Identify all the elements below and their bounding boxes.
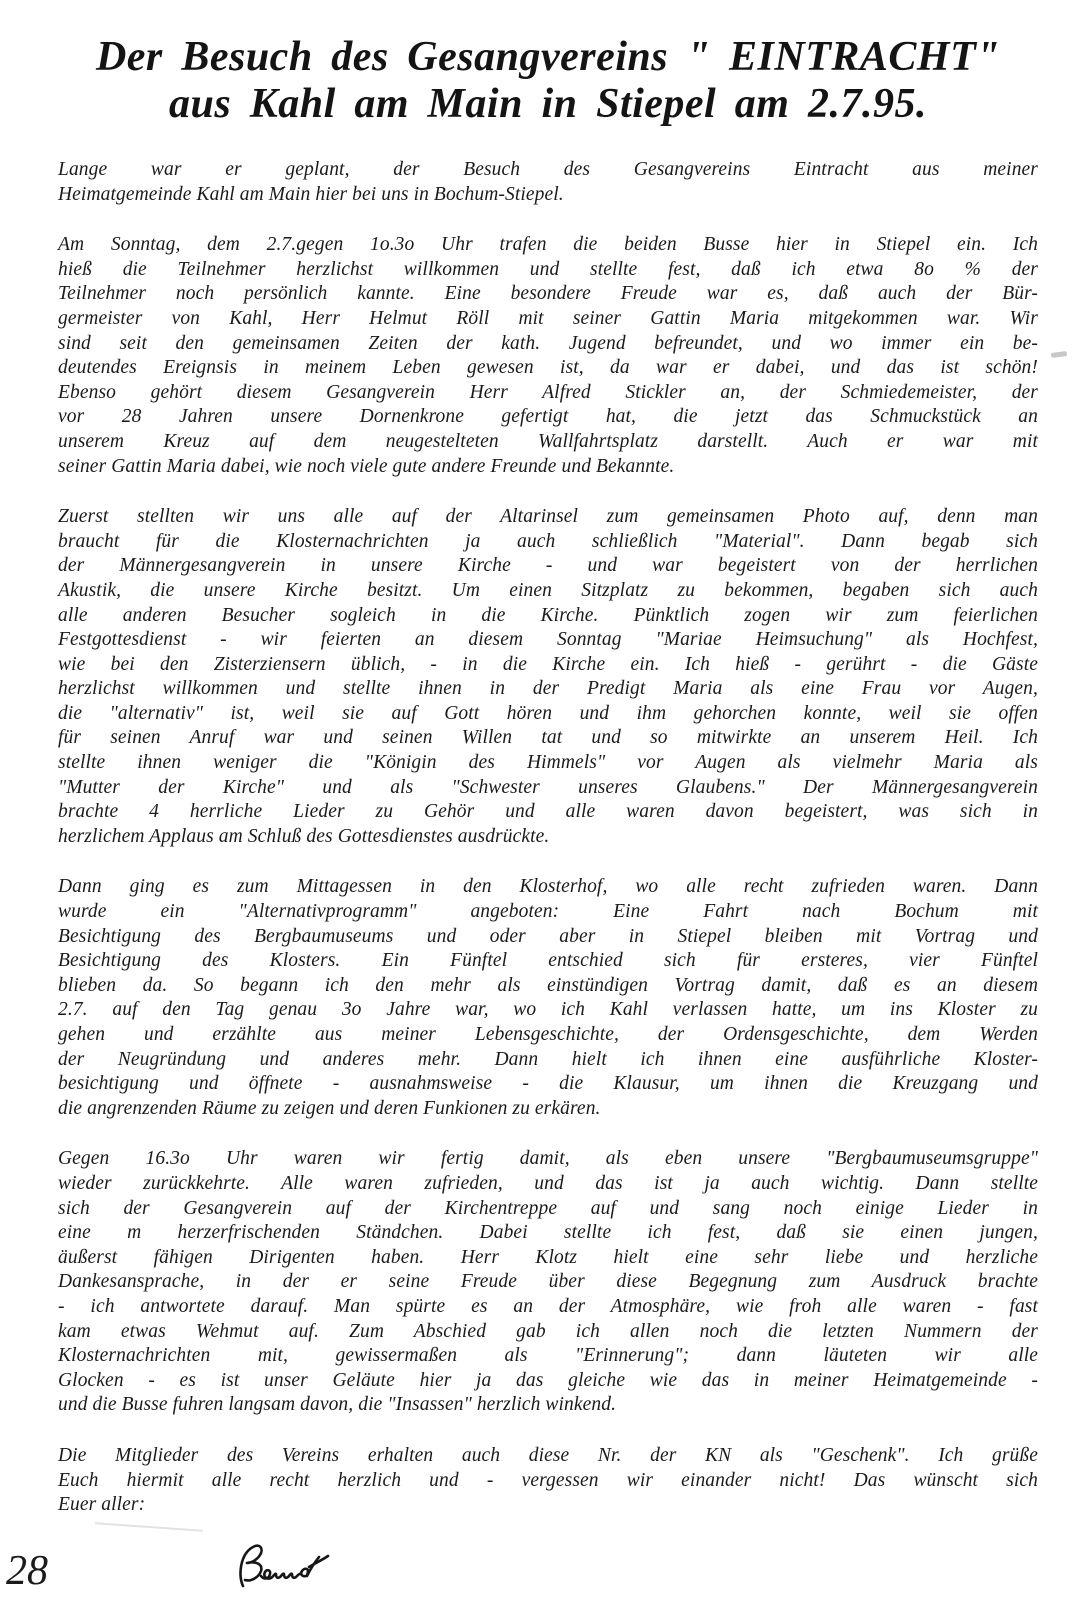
text-line: Am Sonntag, dem 2.7.gegen 1o.3o Uhr trafen die beiden Busse hier in Stiepel ein. Ich (58, 234, 1038, 256)
text-line: Dann ging es zum Mittagessen in den Klosterhof, wo alle recht zufrieden waren. Dann (58, 876, 1038, 898)
text-line: die "alternativ" ist, weil sie auf Gott hören und ihm gehorchen konnte, weil sie offen (58, 702, 1038, 724)
text-line: Besichtigung des Klosters. Ein Fünftel entschied sich für ersteres, vier Fünftel (58, 950, 1038, 972)
paragraph (58, 875, 1038, 1121)
text-line: Glocken - es ist unser Geläute hier ja das gleiche wie das in meiner Heimatgemeinde - (58, 1369, 1038, 1391)
text-line: braucht für die Klosternachrichten ja auch schließlich "Material". Dann begab sich (58, 530, 1038, 552)
text-line: eine m herzerfrischenden Ständchen. Dabei stellte ich fest, daß sie einen jungen, (58, 1222, 1038, 1244)
handwritten-signature (233, 1540, 1038, 1590)
paragraph (58, 1444, 1038, 1518)
text-line: und die Busse fuhren langsam davon, die "Insassen" herzlich winkend. (58, 1394, 617, 1416)
text-line: Dankesansprache, in der er seine Freude über diese Begegnung zum Ausdruck brachte (58, 1271, 1038, 1293)
text-line: vor 28 Jahren unsere Dornenkrone gefertigt hat, die jetzt das Schmuckstück an (58, 406, 1038, 428)
text-line: Klosternachrichten mit, gewissermaßen als "Erinnerung"; dann läuteten wir alle (58, 1345, 1038, 1367)
text-line: wieder zurückkehrte. Alle waren zufrieden, und das ist ja auch wichtig. Dann stellte (58, 1172, 1038, 1194)
text-line: Lange war er geplant, der Besuch des Gesangvereins Eintracht aus meiner (58, 159, 1038, 180)
text-line: Die Mitglieder des Vereins erhalten auch diese Nr. der KN als "Geschenk". Ich grüße (58, 1444, 1038, 1466)
text-line: gehen und erzählte aus meiner Lebensgeschichte, der Ordensgeschichte, dem Werden (58, 1024, 1038, 1045)
text-column (58, 34, 1038, 1590)
text-line: der Neugründung und anderes mehr. Dann hielt ich ihnen eine ausführliche Kloster- (58, 1048, 1038, 1070)
text-line: brachte 4 herrliche Lieder zu Gehör und alle waren davon begeistert, was sich in (58, 801, 1038, 823)
signature-stroke-icon (233, 1540, 363, 1590)
text-line: sich der Gesangverein auf der Kirchentreppe auf und sang noch einige Lieder in (58, 1197, 1038, 1219)
text-line: Festgottesdienst - wir feierten an diesem Sonntag "Mariae Heimsuchung" als Hochfest, (58, 629, 1038, 651)
page-number: 28 (6, 1548, 48, 1594)
text-line: sind seit den gemeinsamen Zeiten der kath. Jugend befreundet, und wo immer ein be- (58, 332, 1038, 354)
text-line: Zuerst stellten wir uns alle auf der Altarinsel zum gemeinsamen Photo auf, denn man (58, 506, 1038, 528)
text-line: hieß die Teilnehmer herzlichst willkommen und stellte fest, daß ich etwa 8o % der (58, 258, 1038, 280)
text-line: unserem Kreuz auf dem neugestelteten Wallfahrtsplatz darstellt. Auch er war mit (58, 430, 1038, 452)
text-line: Besichtigung des Bergbaumuseums und oder aber in Stiepel bleiben mit Vortrag und (58, 925, 1038, 947)
text-line: Gegen 16.3o Uhr waren wir fertig damit, als eben unsere "Bergbaumuseumsgruppe" (58, 1148, 1038, 1170)
text-line: Euer aller: (58, 1494, 146, 1516)
text-line: besichtigung und öffnete - ausnahmsweise - die Klausur, um ihnen die Kreuzgang und (58, 1073, 1038, 1095)
text-line: Heimatgemeinde Kahl am Main hier bei uns in Bochum-Stiepel. (58, 183, 564, 205)
paragraph (58, 505, 1038, 849)
text-line: Akustik, die unsere Kirche besitzt. Um einen Sitzplatz zu bekommen, begaben sich auch (58, 579, 1038, 601)
paragraph (58, 233, 1038, 479)
title-line-1: Der Besuch des Gesangvereins " EINTRACHT" (95, 34, 1001, 80)
text-line: seiner Gattin Maria dabei, wie noch viele gute andere Freunde und Bekannte. (58, 455, 675, 477)
text-line: herzlichem Applaus am Schluß des Gottesdienstes ausdrückte. (58, 825, 550, 847)
text-line: Teilnehmer noch persönlich kannte. Eine besondere Freude war es, daß auch der Bür- (58, 283, 1038, 305)
text-line: für seinen Anruf war und seinen Willen tat und so mitwirkte an unserem Heil. Ich (58, 727, 1038, 749)
text-line: germeister von Kahl, Herr Helmut Röll mit seiner Gattin Maria mitgekommen war. Wir (58, 307, 1038, 329)
body-paragraphs (58, 158, 1038, 1518)
text-line: deutendes Ereignsis in meinem Leben gewesen ist, da war er dabei, und das ist schön! (58, 357, 1038, 379)
text-line: stellte ihnen weniger die "Königin des Himmels" vor Augen als vielmehr Maria als (58, 752, 1038, 774)
text-line: kam etwas Wehmut auf. Zum Abschied gab ich allen noch die letzten Nummern der (58, 1320, 1038, 1342)
text-line: die angrenzenden Räume zu zeigen und deren Funkionen zu erkären. (58, 1097, 601, 1119)
text-line: äußerst fähigen Dirigenten haben. Herr Klotz hielt eine sehr liebe und herzliche (58, 1246, 1038, 1268)
paragraph (58, 1147, 1038, 1418)
text-line: herzlichst willkommen und stellte ihnen in der Predigt Maria als eine Frau vor Augen, (58, 678, 1038, 700)
text-line: 2.7. auf den Tag genau 3o Jahre war, wo ich Kahl verlassen hatte, um ins Kloster zu (58, 999, 1038, 1021)
text-line: der Männergesangverein in unsere Kirche - und war begeistert von der herrlichen (58, 555, 1038, 577)
page-title (58, 34, 1038, 128)
text-line: wie bei den Zisterziensern üblich, - in die Kirche ein. Ich hieß - gerührt - die Gäste (58, 653, 1038, 675)
text-line: wurde ein "Alternativprogramm" angeboten: Eine Fahrt nach Bochum mit (58, 901, 1038, 923)
text-line: Ebenso gehört diesem Gesangverein Herr Alfred Stickler an, der Schmiedemeister, der (58, 381, 1038, 403)
scan-speck-right-margin (1051, 351, 1067, 358)
paragraph (58, 158, 1038, 207)
text-line: - ich antwortete darauf. Man spürte es an der Atmosphäre, wie froh alle waren - fast (58, 1295, 1038, 1317)
text-line: alle anderen Besucher sogleich in die Kirche. Pünktlich zogen wir zum feierlichen (58, 604, 1038, 626)
text-line: "Mutter der Kirche" und als "Schwester unseres Glaubens." Der Männergesangverein (58, 776, 1038, 798)
text-line: blieben da. So begann ich den mehr als einstündigen Vortrag damit, daß es an diesem (58, 974, 1038, 996)
text-line: Euch hiermit alle recht herzlich und - vergessen wir einander nicht! Das wünscht sich (58, 1469, 1038, 1491)
title-line-2: aus Kahl am Main in Stiepel am 2.7.95. (168, 81, 928, 127)
